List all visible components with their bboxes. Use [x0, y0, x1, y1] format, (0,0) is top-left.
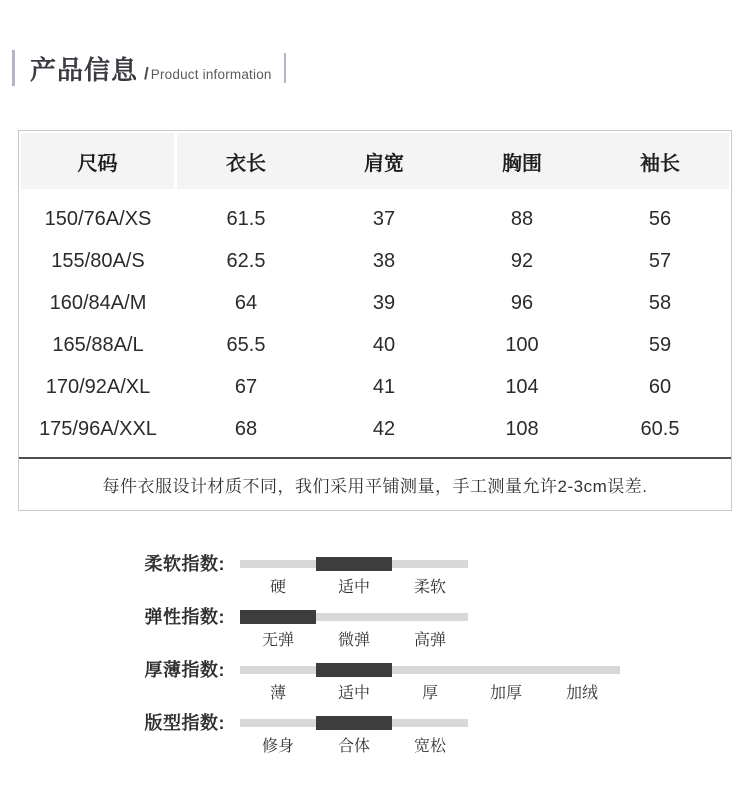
- slider-options: [240, 733, 468, 756]
- size-cell: 165/88A/L: [52, 333, 144, 356]
- value-cell: 37: [372, 207, 396, 230]
- slider-track: [240, 662, 620, 678]
- table-row: [19, 408, 731, 450]
- value-cell: 68: [234, 417, 258, 440]
- thickness-index-row: [0, 662, 750, 703]
- slider-segment: [316, 716, 392, 730]
- option-label: 宽松: [413, 738, 446, 755]
- elasticity-slider: [240, 609, 468, 650]
- slider-segment: [392, 719, 468, 727]
- slider-segment: [392, 613, 468, 621]
- product-info-header: [12, 47, 286, 89]
- slider-segment: [316, 663, 392, 677]
- value-cell: 56: [648, 207, 672, 230]
- table-row: [19, 366, 731, 408]
- option-label: 柔软: [413, 579, 446, 596]
- fabric-index-section: [0, 556, 750, 768]
- slider-options: [240, 680, 620, 703]
- value-cell: 88: [510, 207, 534, 230]
- slider-options: [240, 627, 468, 650]
- value-cell: 104: [505, 375, 539, 398]
- size-cell: 175/96A/XXL: [39, 417, 157, 440]
- size-chart-table: [18, 130, 732, 511]
- option-label: 合体: [337, 738, 370, 755]
- slider-track: [240, 715, 468, 731]
- option-label: 无弹: [261, 632, 294, 649]
- size-table-body: [19, 189, 731, 457]
- value-cell: 58: [648, 291, 672, 314]
- value-cell: 64: [234, 291, 258, 314]
- slider-segment: [240, 610, 316, 624]
- value-cell: 96: [510, 291, 534, 314]
- measurement-note: 每件衣服设计材质不同，我们采用平铺测量，手工测量允许2-3cm误差.: [19, 457, 731, 510]
- option-label: 高弹: [413, 632, 446, 649]
- column-header-bust: 胸围: [453, 133, 591, 189]
- elasticity-index-row: [0, 609, 750, 650]
- value-cell: 39: [372, 291, 396, 314]
- title-slash: /: [144, 63, 149, 83]
- value-cell: 100: [505, 333, 539, 356]
- slider-segment: [240, 666, 316, 674]
- table-row: [19, 240, 731, 282]
- header-title-group: [30, 50, 272, 87]
- slider-segment: [544, 666, 620, 674]
- softness-slider: [240, 556, 468, 597]
- slider-track: [240, 609, 468, 625]
- column-header-size: 尺码: [21, 133, 177, 189]
- option-label: 微弹: [337, 632, 370, 649]
- slider-track: [240, 556, 468, 572]
- index-label: 版型指数:: [144, 713, 225, 733]
- slider-segment: [316, 557, 392, 571]
- option-label: 适中: [337, 579, 370, 596]
- accent-bar-right: [284, 53, 286, 83]
- slider-segment: [240, 719, 316, 727]
- value-cell: 42: [372, 417, 396, 440]
- size-cell: 160/84A/M: [49, 291, 147, 314]
- value-cell: 108: [505, 417, 539, 440]
- option-label: 修身: [261, 738, 294, 755]
- value-cell: 92: [510, 249, 534, 272]
- index-label: 弹性指数:: [144, 607, 225, 627]
- softness-index-row: [0, 556, 750, 597]
- thickness-slider: [240, 662, 620, 703]
- column-header-length: 衣长: [177, 133, 315, 189]
- size-cell: 155/80A/S: [51, 249, 145, 272]
- accent-bar-left: [12, 50, 15, 86]
- value-cell: 38: [372, 249, 396, 272]
- slider-segment: [392, 666, 468, 674]
- slider-segment: [468, 666, 544, 674]
- option-label: 加厚: [489, 685, 522, 702]
- slider-options: [240, 574, 468, 597]
- value-cell: 59: [648, 333, 672, 356]
- page-title: 产品信息: [30, 54, 139, 85]
- option-label: 适中: [337, 685, 370, 702]
- column-header-sleeve: 袖长: [591, 133, 729, 189]
- size-cell: 170/92A/XL: [45, 375, 151, 398]
- value-cell: 60.5: [640, 417, 680, 440]
- size-cell: 150/76A/XS: [44, 207, 152, 230]
- value-cell: 61.5: [226, 207, 266, 230]
- option-label: 薄: [269, 685, 286, 702]
- column-header-shoulder: 肩宽: [315, 133, 453, 189]
- value-cell: 67: [234, 375, 258, 398]
- fit-slider: [240, 715, 468, 756]
- slider-segment: [240, 560, 316, 568]
- index-label: 厚薄指数:: [144, 660, 225, 680]
- table-row: [19, 324, 731, 366]
- index-label: 柔软指数:: [144, 554, 225, 574]
- value-cell: 62.5: [226, 249, 266, 272]
- table-row: [19, 198, 731, 240]
- value-cell: 41: [372, 375, 396, 398]
- value-cell: 65.5: [226, 333, 266, 356]
- value-cell: 60: [648, 375, 672, 398]
- option-label: 硬: [269, 579, 286, 596]
- page-subtitle: Product information: [150, 66, 272, 82]
- option-label: 加绒: [565, 685, 598, 702]
- value-cell: 40: [372, 333, 396, 356]
- value-cell: 57: [648, 249, 672, 272]
- size-table-header-row: [21, 133, 729, 189]
- slider-segment: [392, 560, 468, 568]
- slider-segment: [316, 613, 392, 621]
- fit-index-row: [0, 715, 750, 756]
- table-row: [19, 282, 731, 324]
- option-label: 厚: [421, 685, 438, 702]
